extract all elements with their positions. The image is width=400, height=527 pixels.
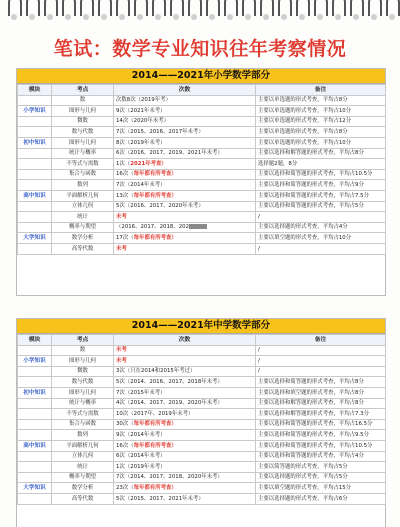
module-cell: 大学知识: [18, 483, 52, 494]
count-text: 7次（2015年未考）: [116, 389, 166, 396]
count-cell: [114, 159, 256, 170]
note-cell: /: [256, 345, 386, 356]
count-cell: [114, 190, 256, 201]
module-cell: [18, 127, 52, 138]
count-cell: [114, 451, 256, 462]
binding-hole: [335, 14, 341, 20]
count-text: 4次（2014、2017、2019、2020年未考）: [116, 400, 223, 407]
header-count: 次数: [114, 335, 256, 346]
binding-hole: [47, 14, 53, 20]
header-note: 备注: [256, 335, 386, 346]
point-cell: 统计: [52, 212, 114, 223]
point-cell: 数学分析: [52, 233, 114, 244]
count-text: 3次（只在2014和2015年考过）: [116, 368, 196, 375]
count-highlight: 每年都有所考查: [133, 192, 172, 199]
note-cell: /: [256, 212, 386, 223]
binding-hole: [191, 14, 197, 20]
note-cell: 主要以选择和简答题的形式考查，平均占16.5分: [256, 419, 386, 430]
table-row: [18, 345, 386, 356]
binding-hole: [11, 14, 17, 20]
note-cell: 主要以选择和简答题的形式考查，平均占10.5分: [256, 169, 386, 180]
module-cell: [18, 472, 52, 483]
note-cell: 主要以选择题的形式考查，平均占5分: [256, 472, 386, 483]
note-cell: 主要以选择和简答题的形式考查，平均占10.5分: [256, 440, 386, 451]
point-cell: 统计: [52, 462, 114, 473]
module-cell: [18, 366, 52, 377]
header-module: 模块: [18, 85, 52, 96]
count-cell: [114, 95, 256, 106]
count-text: 6次（2016、2017、2019、2021年未考）: [116, 150, 223, 157]
point-cell: 数列: [52, 180, 114, 191]
module-cell: [18, 222, 52, 233]
note-cell: 主要以选择题的形式考查，平均占4分: [256, 222, 386, 233]
binding-hole: [119, 14, 125, 20]
table-row: [18, 356, 386, 367]
point-cell: 微数: [52, 116, 114, 127]
table-row: [18, 106, 386, 117]
table-row: [18, 398, 386, 409]
table-row: [18, 440, 386, 451]
count-text: 7次（2014、2017、2018、2020年未考）: [116, 474, 223, 481]
count-text: 8次（2019年未考）: [116, 139, 166, 146]
count-text: 30次（: [116, 421, 134, 428]
count-highlight: 每年都有所考查: [133, 442, 172, 449]
count-text: 9次（2021年未考）: [116, 107, 166, 114]
point-cell: 数与代数: [52, 127, 114, 138]
count-cell: [114, 366, 256, 377]
middle-table-heading: 2014——2021年中学数学部分: [17, 319, 385, 334]
header-module: 模块: [18, 335, 52, 346]
binding-hole: [389, 14, 395, 20]
count-text: 1次（2019年未考）: [116, 463, 166, 470]
binding-hole: [245, 14, 251, 20]
note-cell: 主要以选择和解答题的形式考查，平均占8分: [256, 148, 386, 159]
count-text: 5次（2015、2017、2021年未考）: [116, 495, 204, 502]
table-row: [18, 419, 386, 430]
note-cell: 主要以选择和简答题的形式考查，平均占9.5分: [256, 430, 386, 441]
module-cell: [18, 95, 52, 106]
table-header-row: [18, 335, 386, 346]
count-text: 16次（: [116, 171, 134, 178]
middle-table: [17, 334, 386, 505]
table-row: [18, 201, 386, 212]
module-cell: 高中知识: [18, 440, 52, 451]
count-cell: [114, 180, 256, 191]
count-highlight: 未考: [116, 245, 127, 252]
count-cell: [114, 148, 256, 159]
count-cell: [114, 222, 256, 233]
count-highlight: 每年都有所考查: [133, 484, 172, 491]
table-row: [18, 387, 386, 398]
count-highlight: 每年都有所考查: [133, 171, 172, 178]
table-row: [18, 462, 386, 473]
module-cell: [18, 419, 52, 430]
module-cell: [18, 409, 52, 420]
header-count: 次数: [114, 85, 256, 96]
count-text: （2016、2017、2018、202: [116, 224, 190, 231]
module-cell: 大学知识: [18, 233, 52, 244]
count-cell: [114, 483, 256, 494]
count-cell: [114, 430, 256, 441]
binding-hole: [29, 14, 35, 20]
note-cell: /: [256, 366, 386, 377]
count-text: 10次（2017年、2019年未考）: [116, 410, 194, 417]
point-cell: 平面解析几何: [52, 440, 114, 451]
note-cell: 主要以单选题的形式考查，平均占8分: [256, 95, 386, 106]
module-cell: [18, 148, 52, 159]
module-cell: 初中知识: [18, 137, 52, 148]
binding-hole: [371, 14, 377, 20]
count-text: 16次（: [116, 442, 134, 449]
note-cell: 主要以单选题的形式考查，平均占10分: [256, 106, 386, 117]
note-cell: 主要以填空题的形式考查，平均占10分: [256, 233, 386, 244]
point-cell: 数: [52, 95, 114, 106]
count-cell: [114, 201, 256, 212]
module-cell: [18, 377, 52, 388]
note-cell: /: [256, 356, 386, 367]
count-text: 5次（2016、2017、2020年未考）: [116, 203, 204, 210]
table-row: [18, 430, 386, 441]
module-cell: [18, 493, 52, 504]
binding-hole: [101, 14, 107, 20]
note-cell: 选择题2题，8分: [256, 159, 386, 170]
count-text: 6次（2014年未考）: [116, 453, 166, 460]
table-row: [18, 451, 386, 462]
binding-hole: [227, 14, 233, 20]
middle-school-table-card: [16, 318, 386, 527]
point-cell: 微数: [52, 366, 114, 377]
count-close-paren: ）: [171, 192, 177, 199]
point-cell: 数: [52, 345, 114, 356]
module-cell: [18, 159, 52, 170]
binding-hole: [317, 14, 323, 20]
count-cell: [114, 137, 256, 148]
count-text: 23次（: [116, 484, 134, 491]
redacted-mark: [189, 224, 207, 229]
module-cell: 小学知识: [18, 356, 52, 367]
note-cell: 主要以选择和简答题的形式考查，平均占5分: [256, 201, 386, 212]
point-cell: 统计与概率: [52, 148, 114, 159]
count-text: 14次（2020年未考）: [116, 118, 169, 125]
note-cell: 主要以单选题的形式考查，平均占8分: [256, 127, 386, 138]
count-cell: [114, 377, 256, 388]
note-cell: 主要以选择和简答题的形式考查，平均占7.5分: [256, 190, 386, 201]
note-cell: 主要以选择和简答题的形式考查，平均占4分: [256, 451, 386, 462]
count-text: 1次（: [116, 160, 131, 167]
binding-hole: [263, 14, 269, 20]
table-row: [18, 212, 386, 223]
point-cell: 高等代数: [52, 243, 114, 254]
binding-hole: [299, 14, 305, 20]
table-row: [18, 483, 386, 494]
module-cell: [18, 201, 52, 212]
point-cell: 统计与概率: [52, 398, 114, 409]
point-cell: 立体几何: [52, 451, 114, 462]
binding-hole: [65, 14, 71, 20]
table-row: [18, 409, 386, 420]
table-row: [18, 243, 386, 254]
table-header-row: [18, 85, 386, 96]
table-row: [18, 493, 386, 504]
count-cell: [114, 169, 256, 180]
count-highlight: 每年都有所考查: [133, 234, 172, 241]
point-cell: 图形与几何: [52, 106, 114, 117]
binding-hole: [209, 14, 215, 20]
note-cell: 主要以选择和简答题的形式考查，平均占9分: [256, 180, 386, 191]
module-cell: [18, 180, 52, 191]
count-text: 17次（: [116, 234, 134, 241]
table-row: [18, 169, 386, 180]
point-cell: 高等代数: [52, 493, 114, 504]
table-row: [18, 180, 386, 191]
module-cell: [18, 243, 52, 254]
module-cell: 高中知识: [18, 190, 52, 201]
note-cell: 主要以单选题的形式考查，平均占12分: [256, 116, 386, 127]
table-row: [18, 95, 386, 106]
count-cell: [114, 345, 256, 356]
page-title: 笔试：数学专业知识往年考察情况: [53, 38, 347, 60]
module-cell: [18, 116, 52, 127]
count-close-paren: ）: [171, 442, 177, 449]
header-point: 考点: [52, 85, 114, 96]
count-text: 次数8次（2019年考）: [116, 97, 171, 104]
count-cell: [114, 106, 256, 117]
table-row: [18, 222, 386, 233]
binding-hole: [353, 14, 359, 20]
table-row: [18, 148, 386, 159]
binding-hole: [137, 14, 143, 20]
count-cell: [114, 440, 256, 451]
note-cell: /: [256, 243, 386, 254]
count-close-paren: ）: [161, 160, 167, 167]
count-cell: [114, 493, 256, 504]
count-cell: [114, 398, 256, 409]
module-cell: [18, 169, 52, 180]
notebook-binding: [0, 0, 400, 30]
point-cell: 集合与函数: [52, 169, 114, 180]
table-row: [18, 159, 386, 170]
table-row: [18, 137, 386, 148]
point-cell: 概率与期望: [52, 222, 114, 233]
count-cell: [114, 212, 256, 223]
primary-table-heading: 2014——2021年小学数学部分: [17, 69, 385, 84]
count-text: 9次（2014年未考）: [116, 431, 166, 438]
binding-hole: [173, 14, 179, 20]
count-cell: [114, 472, 256, 483]
point-cell: 集合与函数: [52, 419, 114, 430]
count-close-paren: ）: [171, 421, 177, 428]
module-cell: [18, 430, 52, 441]
note-cell: 主要以选择和简答题的形式考查，平均占8分: [256, 377, 386, 388]
module-cell: [18, 212, 52, 223]
count-highlight: 未考: [116, 347, 127, 354]
point-cell: 平面解析几何: [52, 190, 114, 201]
count-text: 7次（2014年未考）: [116, 181, 166, 188]
header-note: 备注: [256, 85, 386, 96]
note-cell: 主要以选择和解答题的形式考查，平均占7.3分: [256, 409, 386, 420]
table-row: [18, 233, 386, 244]
binding-hole: [83, 14, 89, 20]
point-cell: 不等式与需数: [52, 409, 114, 420]
module-cell: [18, 462, 52, 473]
count-cell: [114, 116, 256, 127]
point-cell: 数与代数: [52, 377, 114, 388]
module-cell: [18, 345, 52, 356]
table-row: [18, 472, 386, 483]
note-cell: 主要以选择和填空题的形式考查，平均占8分: [256, 387, 386, 398]
note-cell: 主要以填空题的形式考查，平均占15分: [256, 483, 386, 494]
point-cell: 数列: [52, 430, 114, 441]
count-cell: [114, 409, 256, 420]
module-cell: [18, 398, 52, 409]
header-point: 考点: [52, 335, 114, 346]
primary-school-table-card: [16, 68, 386, 296]
count-cell: [114, 356, 256, 367]
count-close-paren: ）: [171, 234, 177, 241]
binding-hole: [281, 14, 287, 20]
table-row: [18, 377, 386, 388]
count-text: 13次（: [116, 192, 134, 199]
count-text: 7次（2015、2016、2017年未考）: [116, 128, 204, 135]
point-cell: 图形与几何: [52, 387, 114, 398]
binding-hole: [155, 14, 161, 20]
note-cell: 主要以简答题的形式考查，平均占5分: [256, 462, 386, 473]
count-cell: [114, 419, 256, 430]
primary-table: [17, 84, 386, 255]
count-text: 5次（2014、2016、2017、2018年未考）: [116, 378, 223, 385]
point-cell: 不等式与需数: [52, 159, 114, 170]
count-highlight: 2021年考查: [130, 160, 162, 167]
point-cell: 数学分析: [52, 483, 114, 494]
point-cell: 立体几何: [52, 201, 114, 212]
count-cell: [114, 233, 256, 244]
table-row: [18, 190, 386, 201]
table-row: [18, 127, 386, 138]
note-cell: 主要以选择和解答题的形式考查，平均占8分: [256, 398, 386, 409]
module-cell: [18, 451, 52, 462]
count-cell: [114, 462, 256, 473]
module-cell: 小学知识: [18, 106, 52, 117]
count-cell: [114, 387, 256, 398]
table-row: [18, 366, 386, 377]
count-close-paren: ）: [171, 171, 177, 178]
count-close-paren: ）: [171, 484, 177, 491]
count-cell: [114, 127, 256, 138]
point-cell: 图形与几何: [52, 137, 114, 148]
table-row: [18, 116, 386, 127]
point-cell: 图形与几何: [52, 356, 114, 367]
count-cell: [114, 243, 256, 254]
count-highlight: 未考: [116, 357, 127, 364]
module-cell: 初中知识: [18, 387, 52, 398]
point-cell: 概率与期望: [52, 472, 114, 483]
note-cell: 主要以选择题的形式考查，平均占6分: [256, 493, 386, 504]
count-highlight: 未考: [116, 213, 127, 220]
note-cell: 主要以单选题的形式考查，平均占10分: [256, 137, 386, 148]
count-highlight: 每年都有所考查: [133, 421, 172, 428]
